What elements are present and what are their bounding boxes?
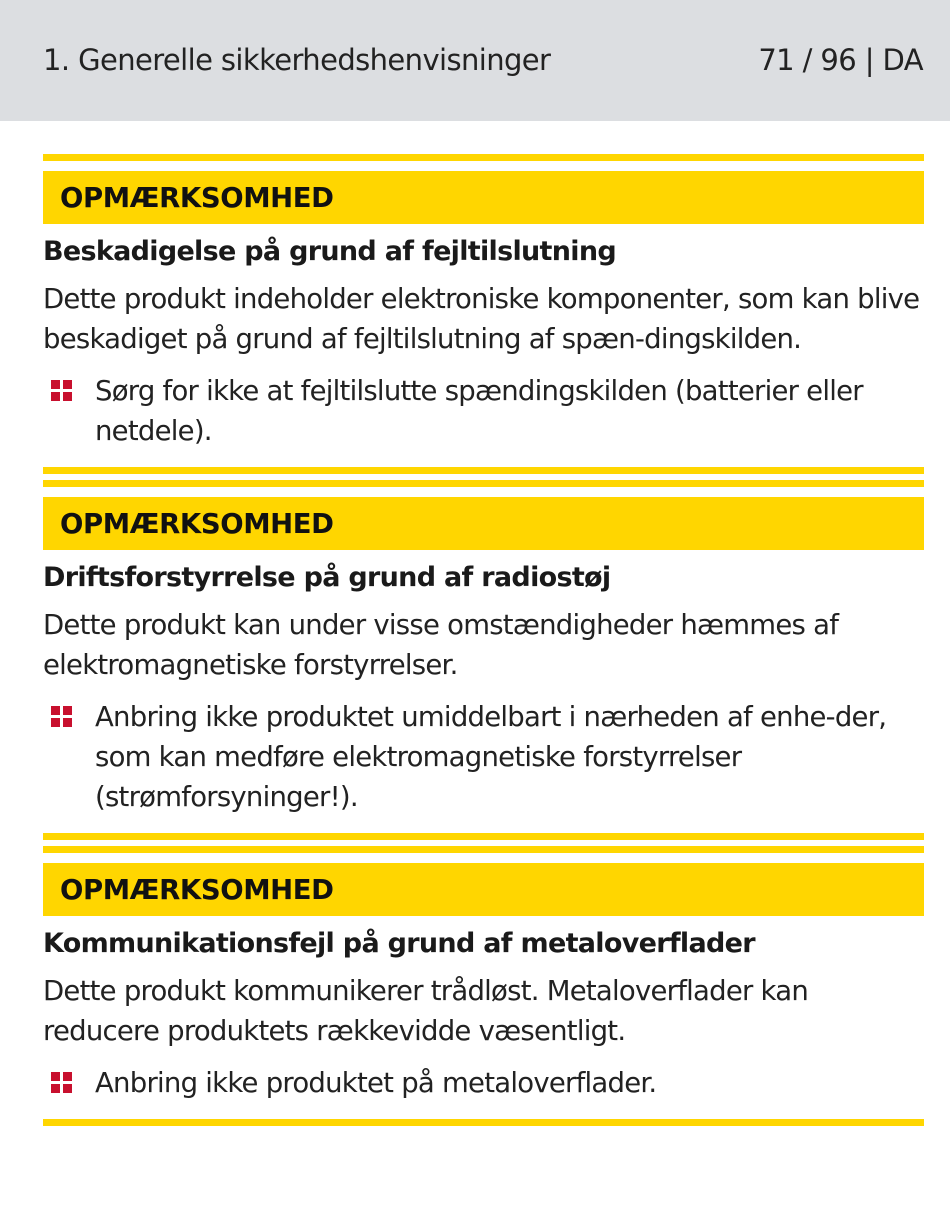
page-number: 71 / 96 | DA	[758, 43, 923, 77]
notice-top-rule	[43, 154, 924, 161]
notice-1	[43, 154, 924, 474]
notice-list	[43, 154, 924, 1126]
notice-bottom-rule	[43, 833, 924, 840]
notice-title: Kommunikationsfejl på grund af metaloverflader	[43, 928, 755, 959]
notice-banner	[43, 171, 924, 224]
notice-action-text: Sørg for ikke at fejltilslutte spændingskilden (batterier eller netdele).	[95, 375, 863, 447]
notice-label: OPMÆRKSOMHED	[60, 181, 334, 214]
notice-2	[43, 480, 924, 840]
notice-title: Beskadigelse på grund af fejltilslutning	[43, 236, 616, 267]
notice-body-text: Dette produkt indeholder elektroniske komponenter, som kan blive beskadiget på grund af fejltilslutning af spæn-dingskilden.	[43, 283, 920, 355]
notice-bottom-rule	[43, 1119, 924, 1126]
notice-body-text: Dette produkt kan under visse omstændigheder hæmmes af elektromagnetiske forstyrrelser.	[43, 609, 839, 681]
notice-3	[43, 846, 924, 1126]
notice-action-text: Anbring ikke produktet på metaloverflader.	[95, 1067, 657, 1099]
notice-action	[43, 1063, 924, 1103]
action-bullet-icon	[51, 1072, 72, 1093]
notice-top-rule	[43, 480, 924, 487]
notice-top-rule	[43, 846, 924, 853]
notice-body-text: Dette produkt kommunikerer trådløst. Metaloverflader kan reducere produktets rækkevidde væsentligt.	[43, 975, 809, 1047]
page-header	[0, 0, 950, 121]
action-bullet-icon	[51, 706, 72, 727]
notice-action-text: Anbring ikke produktet umiddelbart i nærheden af enhe-der, som kan medføre elektromagnetiske forstyrrelser (strømforsyninger!).	[95, 701, 887, 813]
section-title: 1. Generelle sikkerhedshenvisninger	[43, 43, 551, 77]
notice-bottom-rule	[43, 467, 924, 474]
notice-banner	[43, 497, 924, 550]
action-bullet-icon	[51, 380, 72, 401]
notice-label: OPMÆRKSOMHED	[60, 873, 334, 906]
notice-body	[43, 971, 924, 1051]
notice-body	[43, 605, 924, 685]
notice-banner	[43, 863, 924, 916]
notice-action	[43, 371, 924, 451]
notice-title: Driftsforstyrrelse på grund af radiostøj	[43, 562, 611, 593]
notice-action	[43, 697, 924, 817]
notice-body	[43, 279, 924, 359]
notice-label: OPMÆRKSOMHED	[60, 507, 334, 540]
